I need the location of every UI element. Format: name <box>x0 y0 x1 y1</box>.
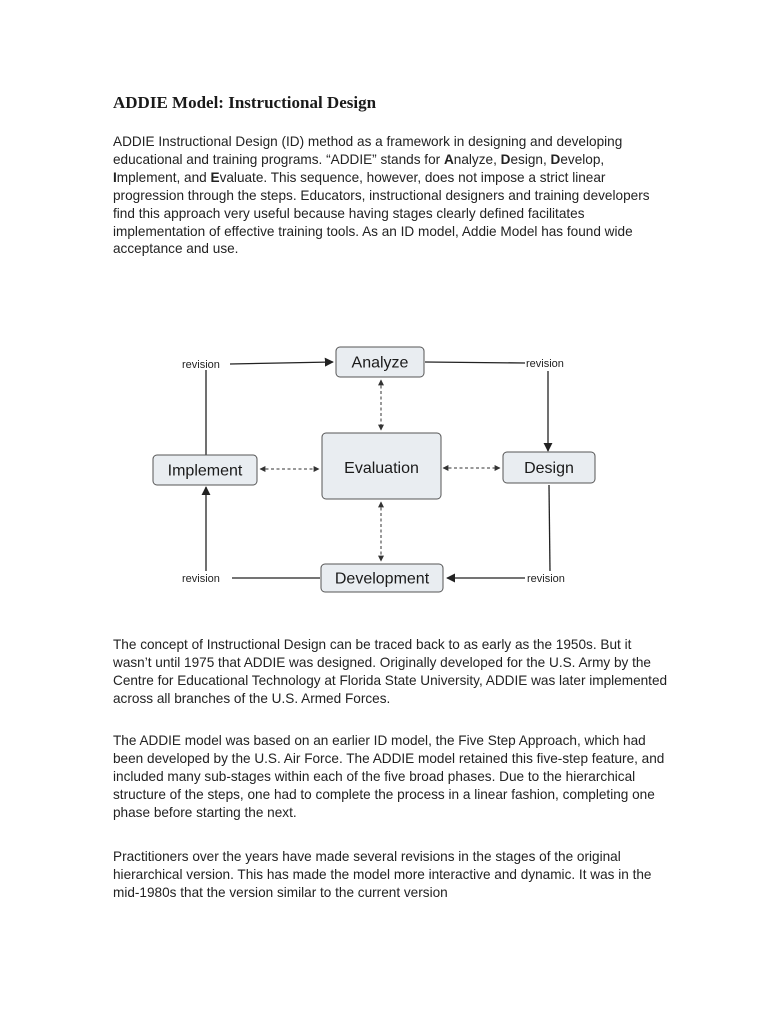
intro-paragraph <box>113 133 673 258</box>
connector-analyze-to-revision <box>425 362 525 363</box>
revision-label-top-right: revision <box>526 358 564 370</box>
revisions-paragraph: Practitioners over the years have made several revisions in the stages of the original hierarchical version. This has made the model more interactive and dynamic. It was in the mid-1980s that the version similar to the current version <box>113 849 652 900</box>
revision-label-top-left: revision <box>182 359 220 371</box>
node-analyze-label: Analyze <box>351 354 409 372</box>
node-design-label: Design <box>524 460 574 477</box>
letter-d: D <box>500 151 511 167</box>
connector-design-to-revision <box>549 485 550 571</box>
intro-text-evaluate: valuate. <box>219 169 268 185</box>
node-implement-label: Implement <box>167 462 243 480</box>
arrow-revision-to-analyze <box>230 362 333 364</box>
node-development-label: Development <box>334 570 430 588</box>
addie-diagram <box>140 335 620 600</box>
intro-text-analyze: nalyze, <box>453 151 501 167</box>
node-design <box>503 452 595 483</box>
history-paragraph: The concept of Instructional Design can be traced back to as early as the 1950s. But it wasn’t until 1975 that ADDIE was designed. Originally developed for the U.S. Army by the Centre for Educational Technology at Florida State University, ADDIE was later implemented across all branches of the U.S. Armed Forces. <box>113 637 668 706</box>
node-development <box>321 564 443 592</box>
five-step-paragraph: The ADDIE model was based on an earlier ID model, the Five Step Approach, which had been developed by the U.S. Air Force. The ADDIE model retained this five-step feature, and included many sub-stages within each of the five broad phases. Due to the hierarchical structure of the steps, one had to complete the process in a linear fashion, completing one phase before starting the next. <box>113 733 665 820</box>
node-evaluation-label: Evaluation <box>344 460 419 477</box>
revision-label-bottom-left: revision <box>182 573 220 585</box>
node-implement <box>153 455 257 485</box>
node-evaluation <box>322 433 441 499</box>
document-title: ADDIE Model: Instructional Design <box>113 93 377 112</box>
letter-e: E <box>210 169 220 185</box>
intro-text-implement: mplement, and <box>116 169 211 185</box>
revision-label-bottom-right: revision <box>527 573 565 585</box>
letter-a: A <box>443 151 454 167</box>
intro-text-develop: evelop, <box>560 151 605 167</box>
intro-text-2: This sequence, however, does not impose a strict linear progression through the steps. Educators, instructional designers and training developers find this approach very useful because having stages clearly defined facilitates implementation of effective training tools. As an ID model, Addie Model has found wide acceptance and use. <box>113 169 650 257</box>
intro-text-design: esign, <box>510 151 551 167</box>
letter-d-develop: D <box>550 151 561 167</box>
letter-i: I <box>113 169 117 185</box>
addie-diagram-svg <box>140 335 620 600</box>
intro-text-1: ADDIE Instructional Design (ID) method as a framework in designing and developing educational and training programs. “ADDIE” stands for <box>113 134 623 167</box>
node-analyze <box>336 347 424 377</box>
